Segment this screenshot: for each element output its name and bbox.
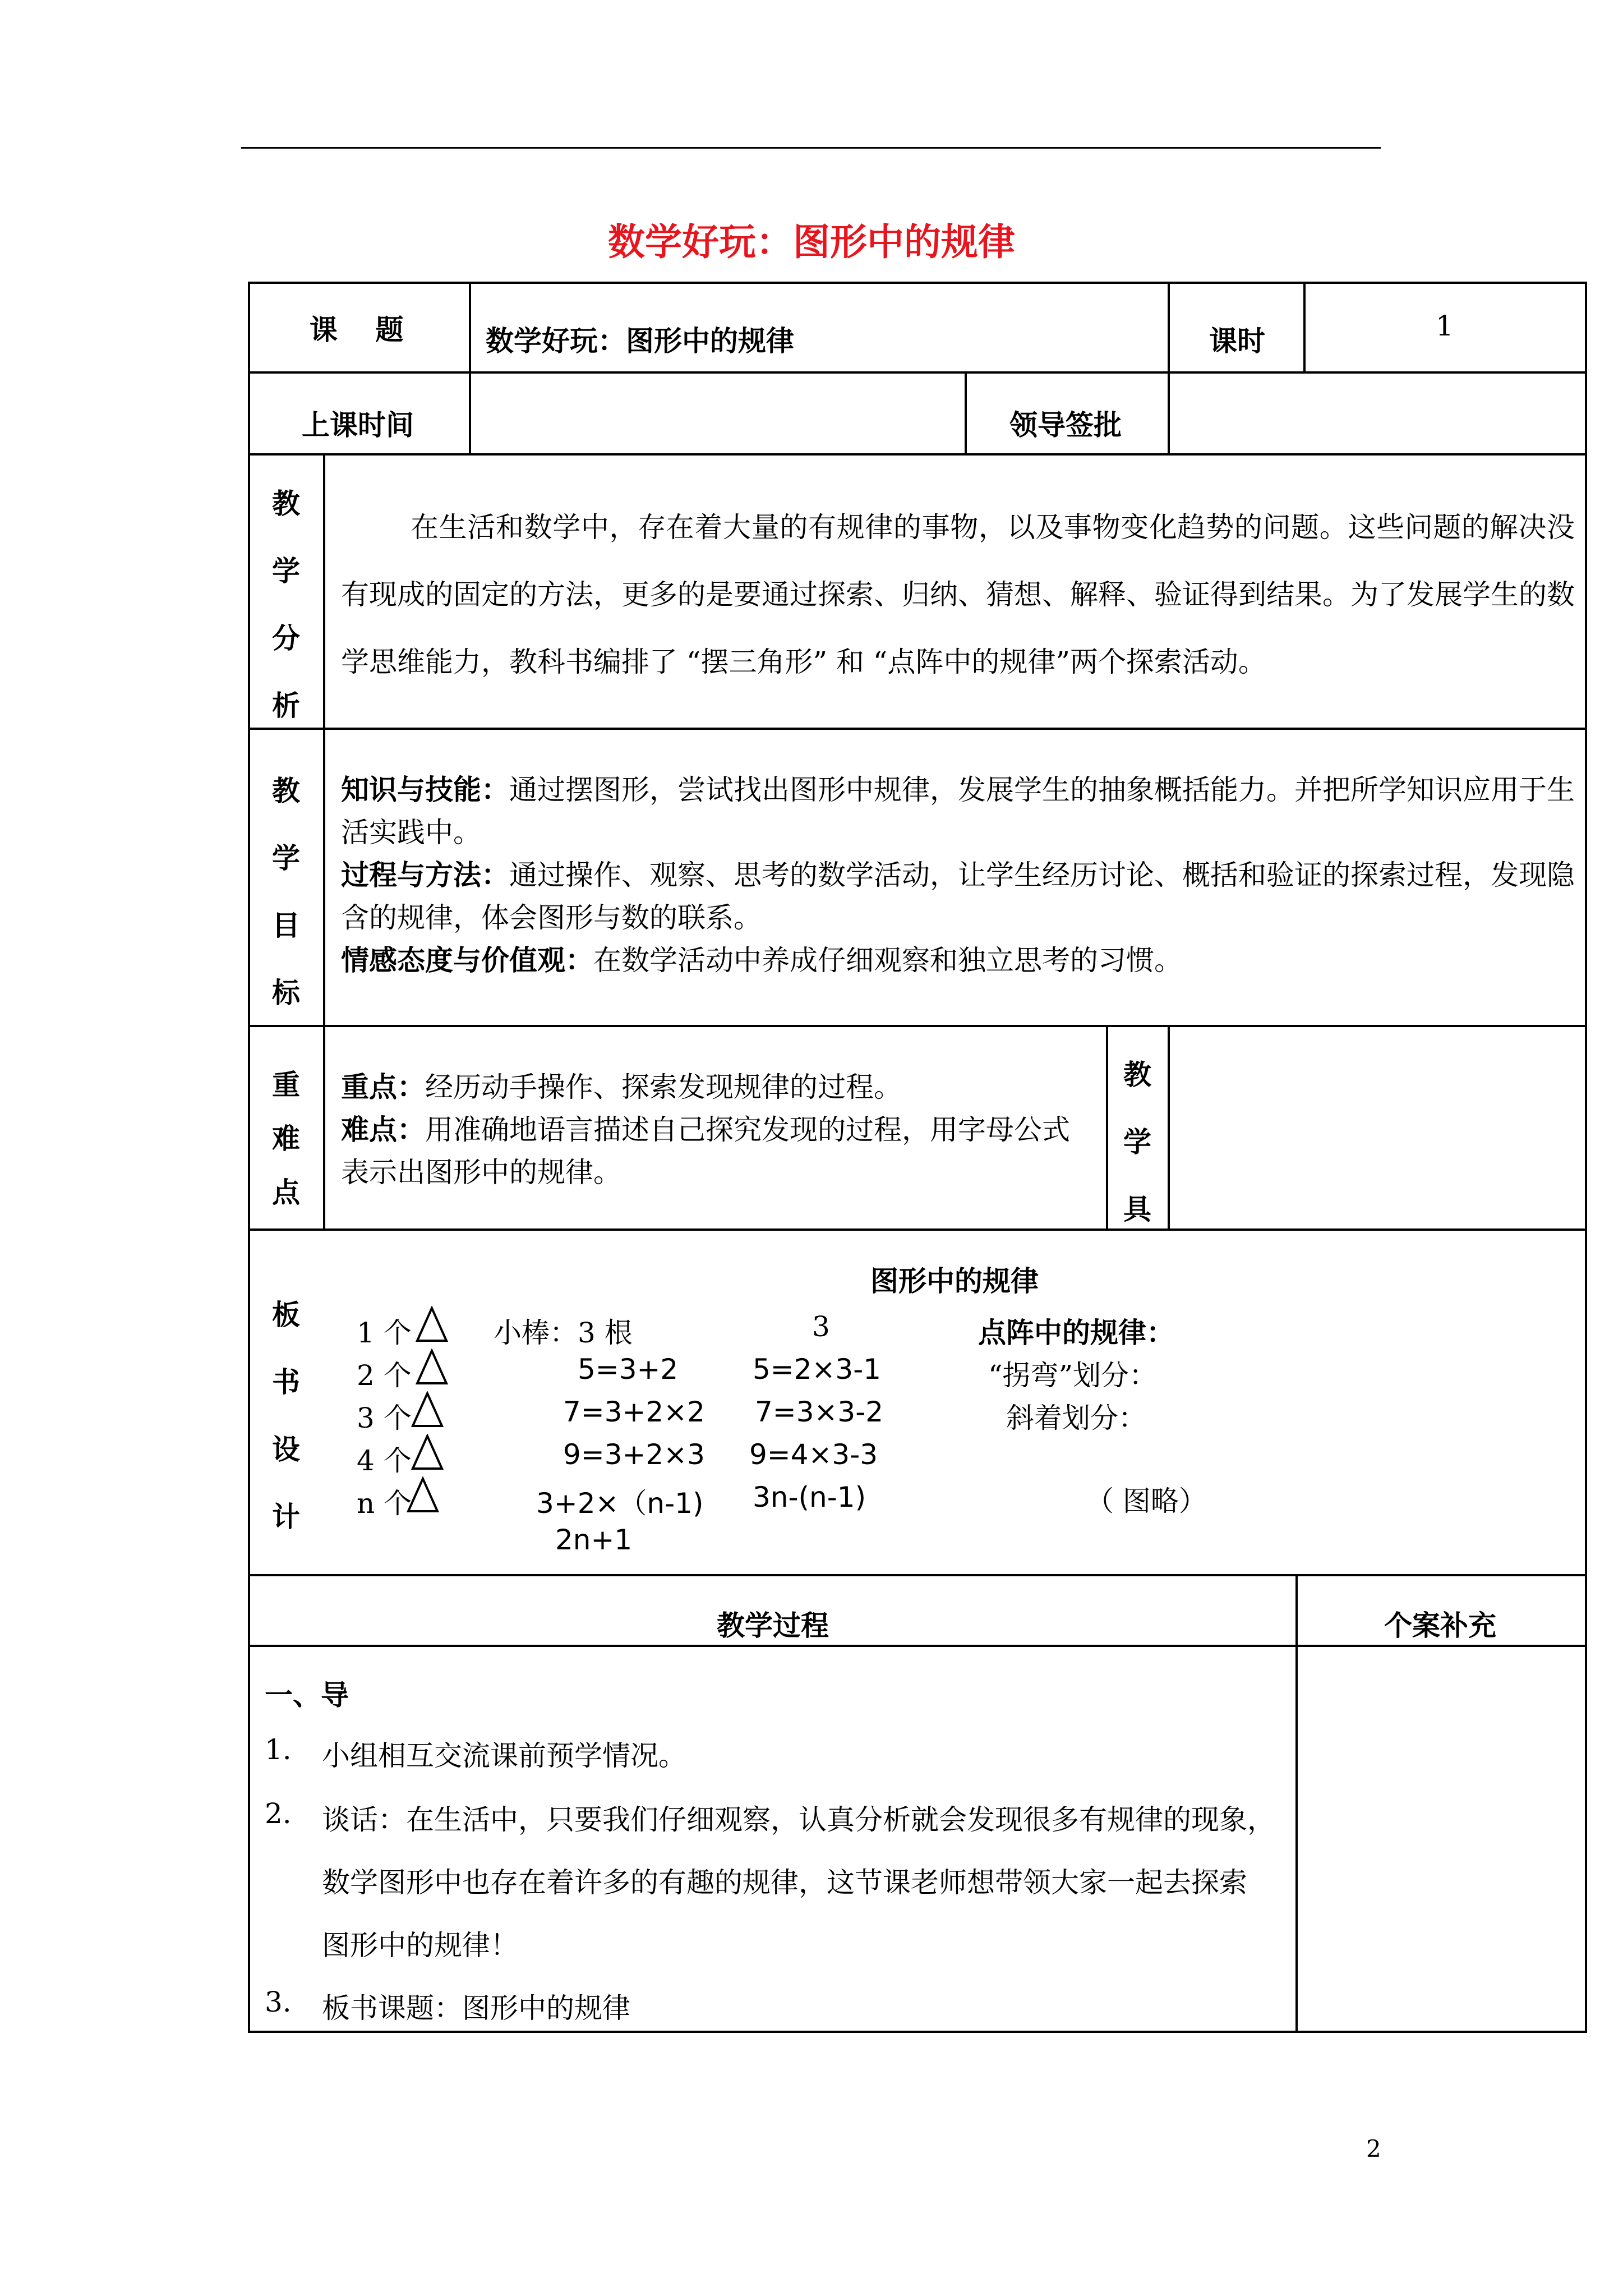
board-count: 3 个 (357, 1402, 412, 1434)
board-formula-alt: 3n-(n-1) (753, 1481, 866, 1513)
board-formula-sticks: 7=3+2×2 (563, 1396, 705, 1428)
process-item: 板书课题：图形中的规律 (322, 1992, 630, 2024)
dot-note: 斜着划分： (1006, 1402, 1146, 1434)
process-num: 1. (265, 1733, 292, 1766)
supplement-header: 个案补充 (1384, 1609, 1496, 1642)
board-count: 1 个 (357, 1317, 412, 1349)
process-item: 数学图形中也存在着许多的有趣的规律，这节课老师想带领大家一起去探索 (322, 1866, 1247, 1899)
process-header: 教学过程 (717, 1609, 829, 1642)
header-rule (241, 147, 1381, 149)
board-count: 4 个 (357, 1444, 412, 1477)
process-num: 2. (265, 1797, 292, 1830)
topic-label: 课 题 (310, 313, 404, 346)
triangle-icon (411, 1434, 444, 1471)
board-formula-alt: 7=3×3-2 (755, 1396, 884, 1428)
triangle-icon (411, 1391, 444, 1428)
triangle-icon (415, 1349, 449, 1386)
board-formula-sticks: 小棒：3 根 (494, 1317, 633, 1349)
board-formula-alt: 9=4×3-3 (749, 1438, 878, 1471)
goal-item: 知识与技能：通过摆图形，尝试找出图形中规律，发展学生的抽象概括能力。并把所学知识应用于生活实践中。 (341, 773, 1575, 849)
goals-list (341, 769, 1575, 982)
hours-label: 课时 (1209, 324, 1265, 357)
board-formula-final: 2n+1 (555, 1524, 633, 1556)
time-label: 上课时间 (302, 408, 414, 441)
board-formula-alt: 5=2×3-1 (753, 1353, 882, 1386)
keypoints-text (341, 1066, 1092, 1194)
board-formula-sticks: 5=3+2 (578, 1353, 679, 1386)
approval-label: 领导签批 (1009, 408, 1122, 441)
page-number: 2 (1366, 2135, 1381, 2162)
triangle-icon (406, 1476, 440, 1513)
board-count: 2 个 (357, 1359, 412, 1392)
dot-title: 点阵中的规律： (978, 1316, 1174, 1349)
hours-value: 1 (1436, 310, 1454, 342)
board-heading: 图形中的规律 (870, 1264, 1039, 1297)
goal-item: 情感态度与价值观：在数学活动中养成仔细观察和独立思考的习惯。 (341, 944, 1182, 977)
dot-note: “拐弯”划分： (988, 1359, 1158, 1392)
dot-note: （ 图略） (1086, 1485, 1207, 1517)
process-item: 小组相互交流课前预学情况。 (322, 1740, 686, 1772)
difficult-point: 难点：用准确地语言描述自己探究发现的过程，用字母公式表示出图形中的规律。 (341, 1113, 1070, 1189)
board-formula-sticks: 9=3+2×3 (563, 1438, 705, 1471)
board-count: n 个 (357, 1487, 412, 1520)
process-section: 一、导 (265, 1678, 349, 1711)
topic-value: 数学好玩：图形中的规律 (486, 324, 794, 357)
board-formula-sticks: 3+2×（n-1) (536, 1487, 704, 1520)
process-num: 3. (265, 1986, 292, 2018)
goal-item: 过程与方法：通过操作、观察、思考的数学活动，让学生经历讨论、概括和验证的探索过程，发现隐含的规律，体会图形与数的联系。 (341, 858, 1575, 934)
key-point: 重点：经历动手操作、探索发现规律的过程。 (341, 1070, 902, 1103)
page-title: 数学好玩：图形中的规律 (608, 220, 1015, 264)
process-item: 谈话：在生活中，只要我们仔细观察，认真分析就会发现很多有规律的现象， (322, 1803, 1275, 1836)
process-item: 图形中的规律！ (322, 1929, 518, 1962)
analysis-text: 在生活和数学中，存在着大量的有规律的事物，以及事物变化趋势的问题。这些问题的解决没有现成的固定的方法，更多的是要通过探索、归纳、猜想、解释、验证得到结果。为了发展学生的数学思维能力，教科书编排了 “摆三角形” 和 “点阵中的规律”两个探索活动。 (341, 511, 1575, 678)
triangle-icon (415, 1306, 449, 1343)
board-formula-alt: 3 (812, 1310, 830, 1343)
